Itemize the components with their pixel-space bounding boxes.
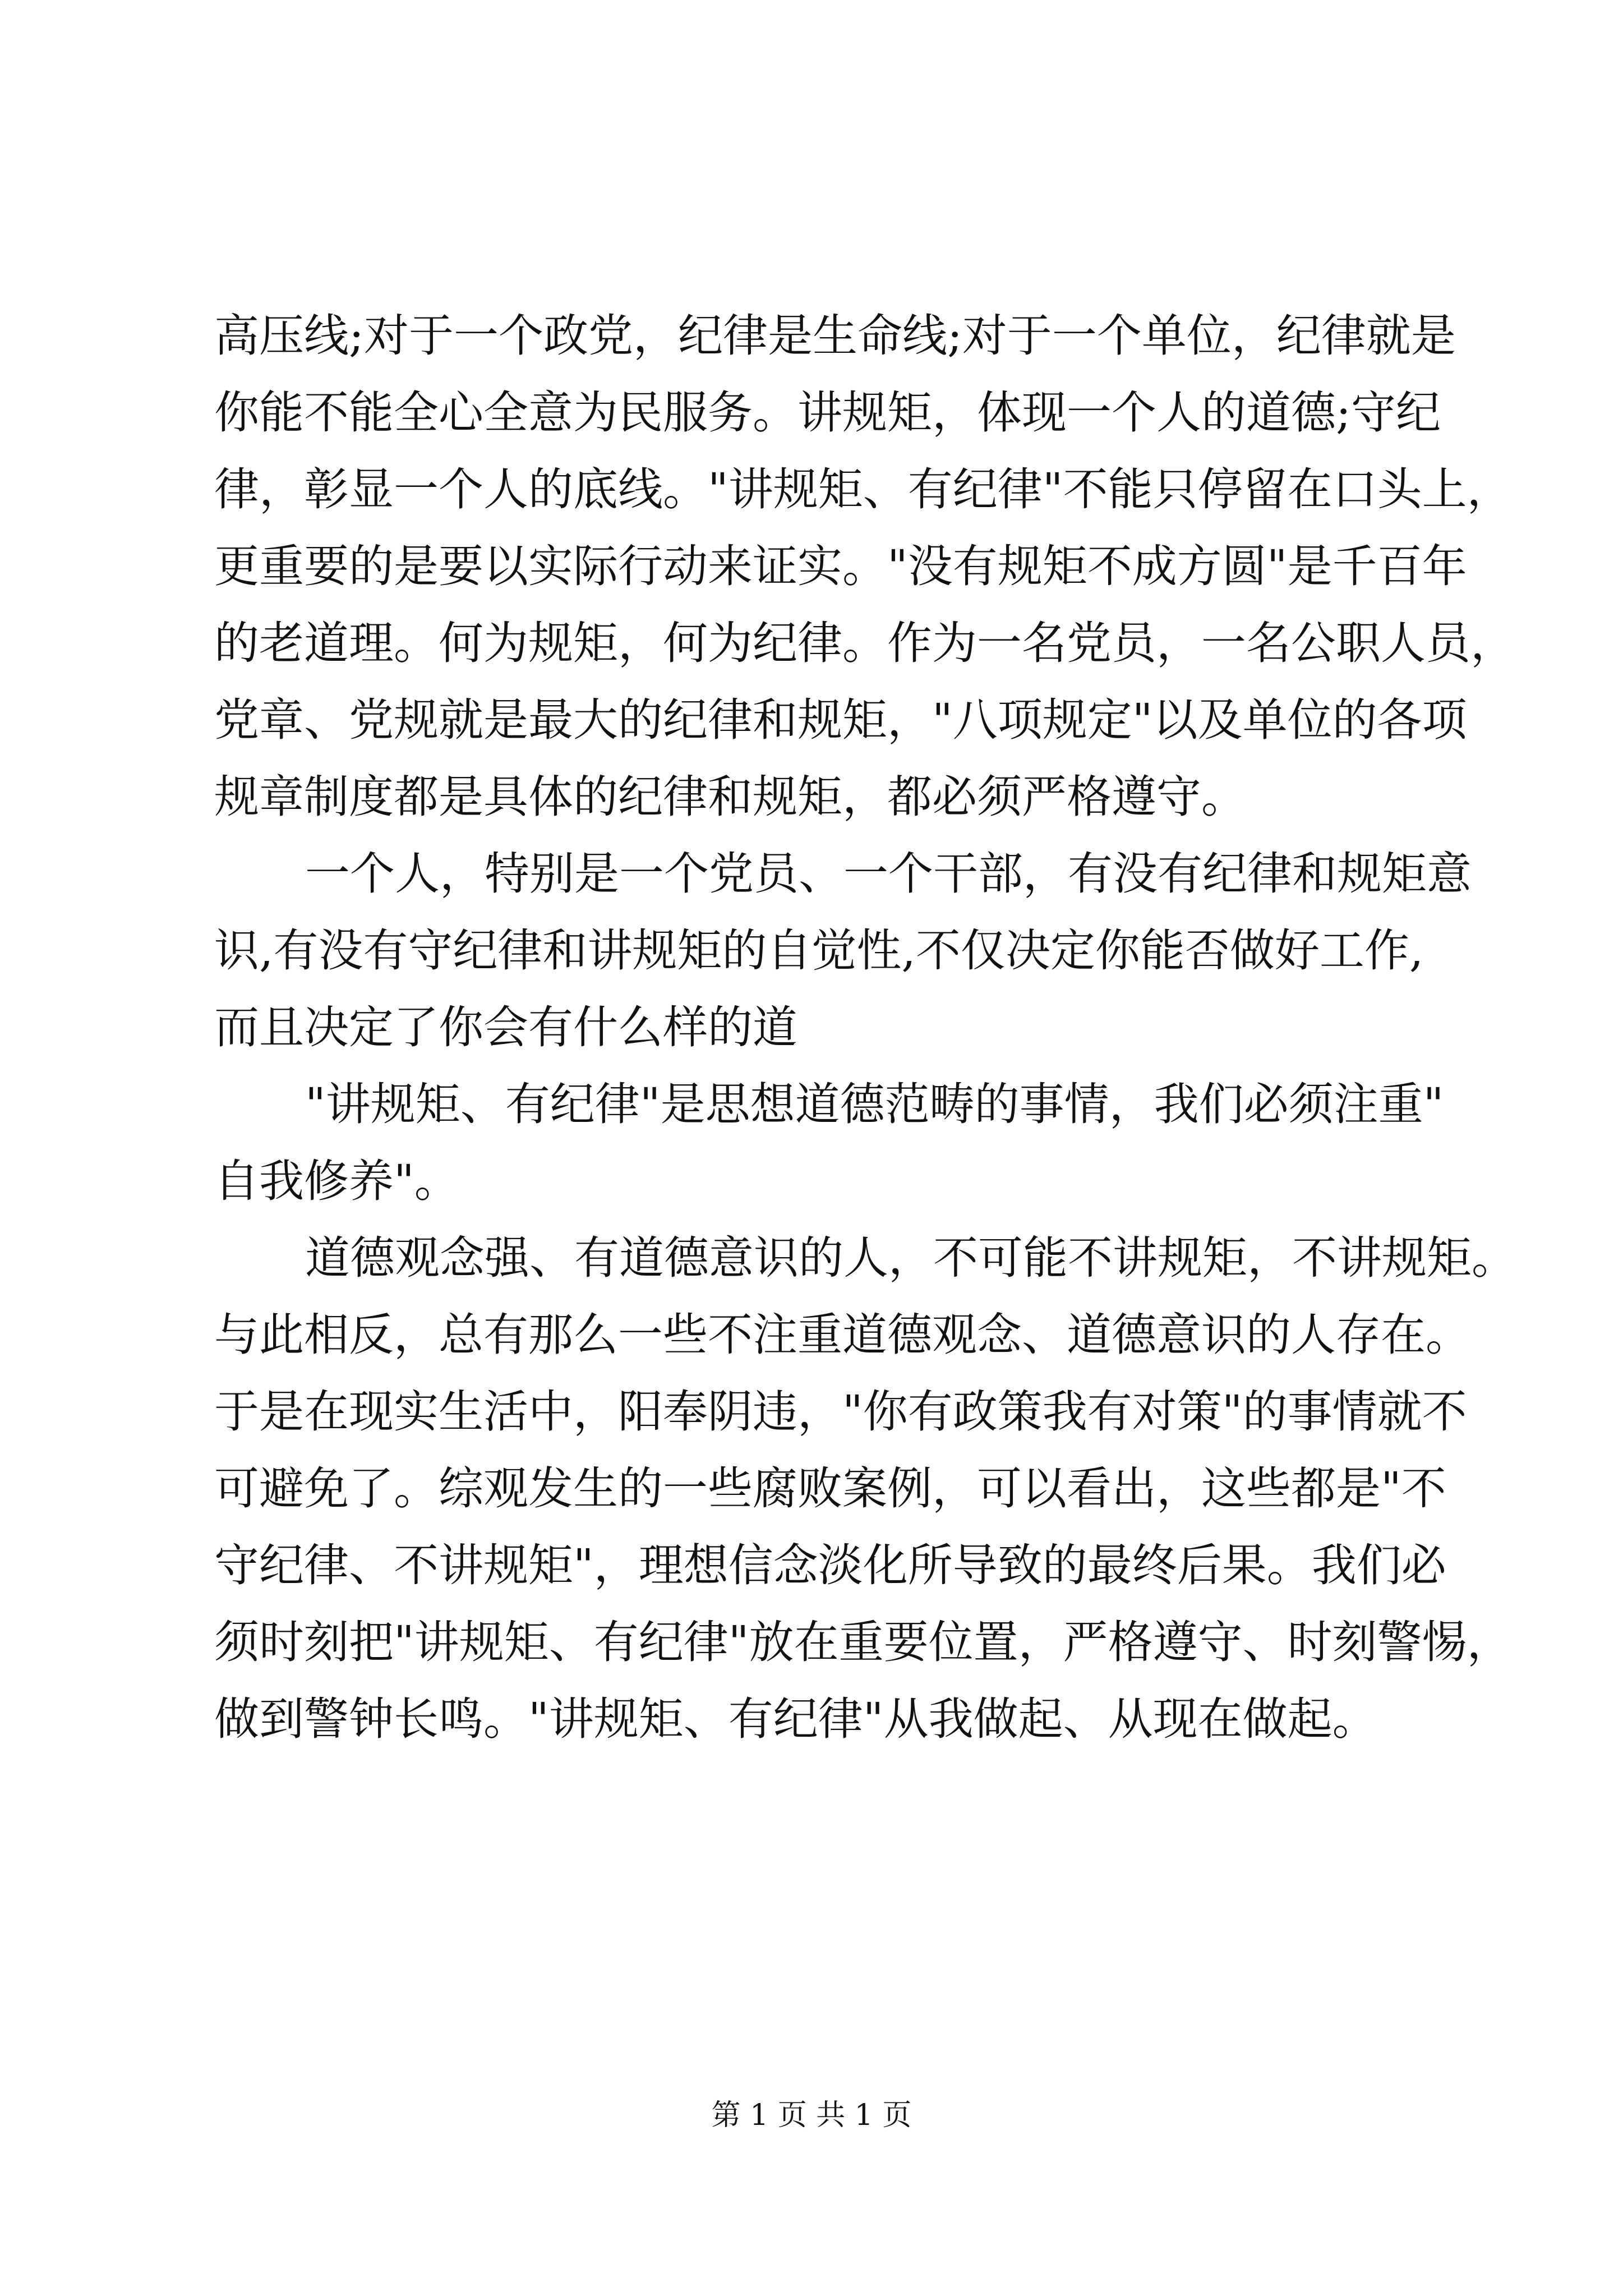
text-line: 守纪律、不讲规矩"，理想信念淡化所导致的最终后果。我们必: [214, 1539, 1446, 1591]
text-line: 做到警钟长鸣。"讲规矩、有纪律"从我做起、从现在做起。: [214, 1693, 1377, 1745]
text-line: 党章、党规就是最大的纪律和规矩，"八项规定"以及单位的各项: [214, 694, 1467, 746]
text-line: 须时刻把"讲规矩、有纪律"放在重要位置，严格遵守、时刻警惕，: [214, 1616, 1512, 1668]
text-line: 律，彰显一个人的底线。"讲规矩、有纪律"不能只停留在口头上，: [214, 463, 1512, 516]
text-line: 你能不能全心全意为民服务。讲规矩，体现一个人的道德;守纪: [214, 386, 1441, 439]
text-line: 与此相反，总有那么一些不注重道德观念、道德意识的人存在。: [214, 1309, 1470, 1361]
paragraph-1: [214, 297, 1515, 835]
text-line: 而且决定了你会有什么样的道: [214, 1001, 797, 1053]
text-line: 规章制度都是具体的纪律和规矩，都必须严格遵守。: [214, 771, 1246, 823]
text-line: 自我修养"。: [214, 1155, 459, 1207]
text-line: 更重要的是要以实际行动来证实。"没有规矩不成方圆"是千百年: [214, 540, 1467, 592]
paragraph-3: [214, 1066, 1444, 1220]
paragraph-4: [214, 1220, 1516, 1757]
text-line: 于是在现实生活中，阳奉阴违，"你有政策我有对策"的事情就不: [214, 1386, 1467, 1438]
text-line: 的老道理。何为规矩，何为纪律。作为一名党员，一名公职人员，: [214, 617, 1515, 669]
page-number: 第 1 页 共 1 页: [711, 2099, 912, 2132]
text-line: "讲规矩、有纪律"是思想道德范畴的事情，我们必须注重": [305, 1078, 1444, 1130]
text-line: 一个人，特别是一个党员、一个干部，有没有纪律和规矩意: [305, 848, 1472, 900]
paragraph-2: [214, 835, 1472, 1066]
text-line: 可避免了。综观发生的一些腐败案例，可以看出，这些都是"不: [214, 1462, 1446, 1515]
text-line: 识,有没有守纪律和讲规矩的自觉性,不仅决定你能否做好工作,: [214, 924, 1424, 977]
document-body: [214, 297, 1516, 1757]
text-line: 道德观念强、有道德意识的人，不可能不讲规矩，不讲规矩。: [305, 1232, 1516, 1284]
page-footer: [0, 2096, 1623, 2135]
text-line: 高压线;对于一个政党，纪律是生命线;对于一个单位，纪律就是: [214, 310, 1456, 362]
